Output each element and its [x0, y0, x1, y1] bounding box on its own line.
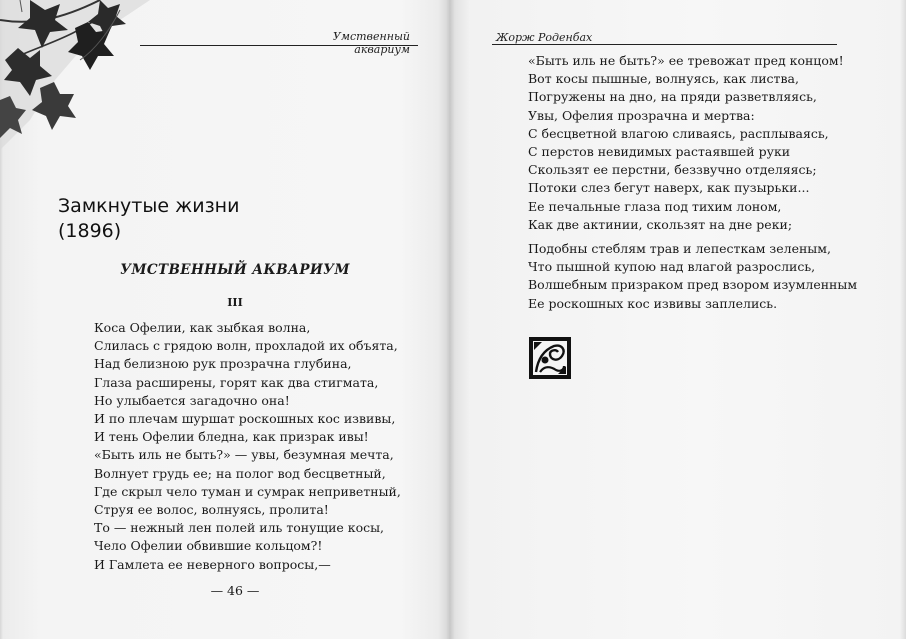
section-number: III: [227, 296, 243, 309]
verse-line: Волшебным призраком пред взором изумленным: [528, 277, 858, 293]
verse-line: Слилась с грядою волн, прохладой их объята,: [94, 338, 398, 354]
cycle-title-line: Замкнутые жизни: [58, 195, 240, 217]
verse-line: Подобны стеблям трав и лепесткам зеленым,: [528, 241, 831, 256]
verse-line: Вот косы пышные, волнуясь, как листва,: [528, 71, 799, 87]
cycle-title: [58, 194, 239, 244]
verse-line: Что пышной купою над влагой разрослись,: [528, 259, 816, 275]
verse-line: Потоки слез бегут наверх, как пузырьки...: [528, 180, 810, 196]
cycle-title-year: (1896): [58, 220, 122, 242]
verse-line: То — нежный лен полей иль тонущие косы,: [94, 520, 385, 536]
verse-line: Где скрыл чело туман и сумрак неприветный,: [94, 483, 401, 499]
verse-line: Чело Офелии обвившие кольцом?!: [94, 538, 323, 554]
verse-line: Над белизною рук прозрачна глубина,: [94, 356, 352, 372]
verse-line: И Гамлета ее неверного вопросы,—: [94, 556, 331, 572]
verse-line: Ее роскошных кос извивы заплелись.: [528, 295, 778, 311]
verse-line: «Быть иль не быть?» — увы, безумная мечта,: [94, 447, 394, 463]
verse-line: С перстов невидимых растаявшей руки: [528, 144, 791, 160]
verse-line: Коса Офелии, как зыбкая волна,: [94, 320, 311, 335]
verse-line: Погружены на дно, на пряди разветвляясь,: [528, 89, 817, 105]
verse-line: И по плечам шуршат роскошных кос извивы,: [94, 411, 396, 427]
verse-line: Струя ее волос, волнуясь, пролита!: [94, 502, 329, 518]
header-rule-left: [140, 45, 418, 46]
poem-body-left: [94, 319, 401, 574]
poem-stanza-2: [528, 240, 857, 313]
poem-title: УМСТВЕННЫЙ АКВАРИУМ: [120, 262, 350, 278]
floral-ornament-icon: [528, 336, 572, 380]
left-page: [0, 0, 450, 639]
verse-line: «Быть иль не быть?» ее тревожат пред концом!: [528, 53, 844, 68]
right-page: [450, 0, 906, 639]
ivy-leaves-illustration: [0, 0, 150, 150]
verse-line: Волнует грудь ее; на полог вод бесцветный,: [94, 465, 386, 481]
verse-line: Но улыбается загадочно она!: [94, 392, 290, 408]
verse-line: Как две актинии, скользят на дне реки;: [528, 216, 793, 232]
verse-line: Увы, Офелия прозрачна и мертва:: [528, 107, 755, 123]
poem-stanza-1: [528, 52, 844, 234]
verse-line: Глаза расширены, горят как два стигмата,: [94, 374, 379, 390]
verse-line: С бесцветной влагою сливаясь, расплываясь,: [528, 125, 829, 141]
verse-line: Ее печальные глаза под тихим лоном,: [528, 198, 782, 214]
header-rule-right: [492, 44, 837, 45]
verse-line: Скользят ее перстни, беззвучно отделяясь;: [528, 162, 817, 178]
running-head-right: Жорж Роденбах: [496, 31, 593, 44]
page-number: — 46 —: [210, 583, 260, 598]
running-head-left: Умственный аквариум: [332, 30, 410, 56]
verse-line: И тень Офелии бледна, как призрак ивы!: [94, 429, 369, 445]
